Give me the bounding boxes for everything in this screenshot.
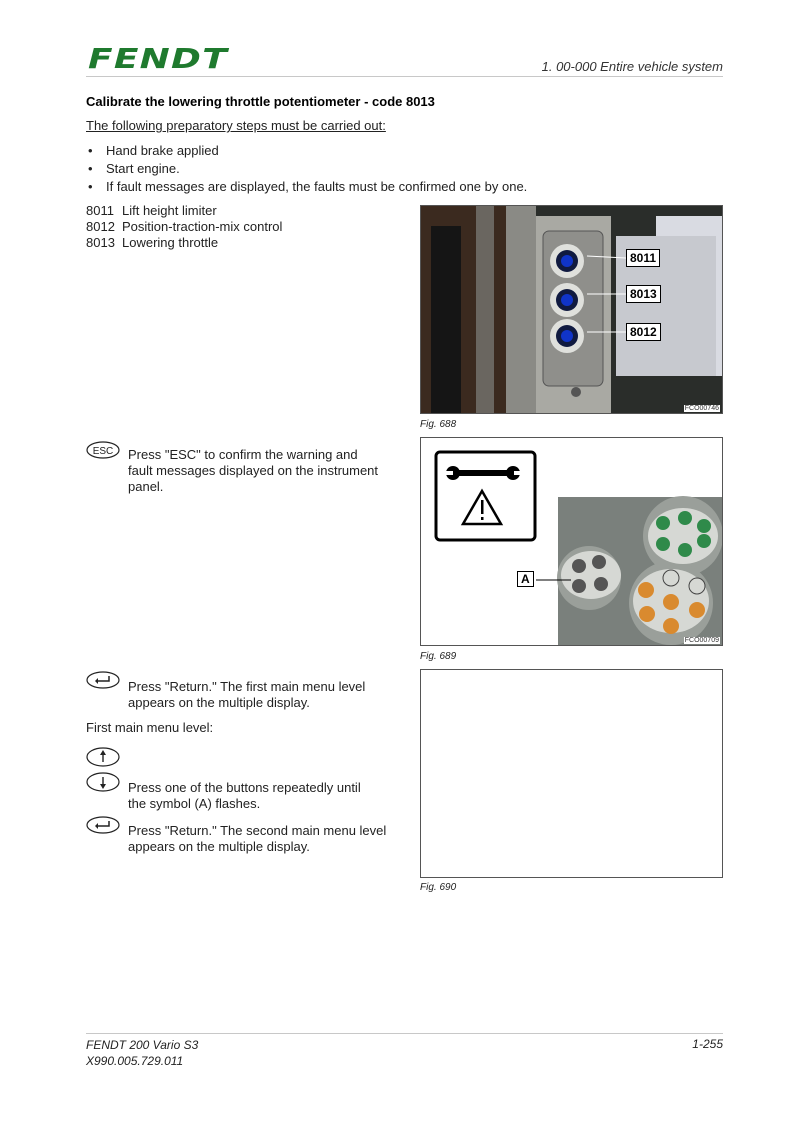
codes-list bbox=[86, 203, 282, 251]
brand-text: FENDT bbox=[88, 44, 230, 72]
warning-and-keypad-illustration bbox=[421, 438, 722, 645]
figure-caption: Fig. 688 bbox=[420, 419, 457, 430]
arrows-instruction bbox=[128, 780, 398, 812]
return2-line: appears on the multiple display. bbox=[128, 839, 310, 854]
figure-688-photo bbox=[420, 205, 723, 414]
arrows-line: Press one of the buttons repeatedly until bbox=[128, 780, 361, 795]
arrow-down-key-icon bbox=[86, 772, 120, 797]
prep-step: • If fault messages are displayed, the faults must be confirmed one by one. bbox=[86, 178, 606, 196]
prep-step: • Hand brake applied bbox=[86, 142, 606, 160]
esc-key-label: ESC bbox=[92, 446, 114, 457]
return-key-icon bbox=[86, 671, 120, 694]
esc-instruction bbox=[128, 447, 398, 495]
section-title: 1. 00-000 Entire vehicle system bbox=[541, 59, 723, 74]
return2-instruction bbox=[128, 823, 398, 855]
code-row bbox=[86, 235, 282, 251]
return2-line: Press "Return." The second main menu level bbox=[128, 823, 387, 838]
esc-line: Press "ESC" to confirm the warning and bbox=[128, 447, 358, 462]
esc-line: fault messages displayed on the instrument bbox=[128, 463, 379, 478]
code-label: Lowering throttle bbox=[122, 235, 219, 250]
figure-690-blank bbox=[420, 669, 723, 878]
fendt-logo bbox=[86, 44, 230, 72]
figure-689 bbox=[420, 437, 723, 646]
page-title: Calibrate the lowering throttle potentiometer - code 8013 bbox=[86, 94, 435, 109]
footer-doc-number: X990.005.729.011 bbox=[86, 1054, 184, 1068]
code-row bbox=[86, 219, 282, 235]
arrow-up-key-icon bbox=[86, 747, 120, 772]
footer-left bbox=[86, 1037, 198, 1069]
esc-line: panel. bbox=[128, 479, 164, 494]
code-number: 8011 bbox=[86, 203, 114, 218]
return-line: appears on the multiple display. bbox=[128, 695, 310, 710]
esc-key-icon bbox=[86, 441, 120, 464]
callout-8012: 8012 bbox=[626, 323, 661, 341]
figure-caption: Fig. 689 bbox=[420, 651, 457, 662]
code-number: 8012 bbox=[86, 219, 115, 234]
first-level-label: First main menu level: bbox=[86, 720, 214, 735]
footer-divider bbox=[86, 1033, 723, 1034]
code-number: 8013 bbox=[86, 235, 115, 250]
return-instruction bbox=[128, 679, 398, 711]
code-label: Position-traction-mix control bbox=[122, 219, 283, 234]
header-divider bbox=[86, 76, 723, 77]
control-panel-photo bbox=[421, 206, 722, 413]
arrows-line: the symbol (A) flashes. bbox=[128, 796, 261, 811]
figure-ref-code: FCO00709 bbox=[684, 637, 719, 644]
figure-ref-code: FCO00746 bbox=[684, 405, 719, 412]
return-key-icon bbox=[86, 816, 120, 839]
keypad-photo bbox=[536, 496, 722, 645]
return-line: Press "Return." The first main menu level bbox=[128, 679, 366, 694]
callout-8011: 8011 bbox=[626, 249, 660, 267]
callout-8013: 8013 bbox=[626, 285, 661, 303]
warning-symbol-icon bbox=[436, 452, 535, 540]
figure-caption: Fig. 690 bbox=[420, 882, 457, 893]
code-label: Lift height limiter bbox=[122, 203, 217, 218]
callout-a: A bbox=[517, 571, 534, 587]
code-row bbox=[86, 203, 282, 219]
footer-model: FENDT 200 Vario S3 bbox=[86, 1038, 199, 1052]
prep-steps-list bbox=[86, 142, 606, 196]
page-number: 1-255 bbox=[692, 1037, 723, 1051]
prep-step: • Start engine. bbox=[86, 160, 606, 178]
prep-heading: The following preparatory steps must be carried out: bbox=[86, 118, 386, 133]
